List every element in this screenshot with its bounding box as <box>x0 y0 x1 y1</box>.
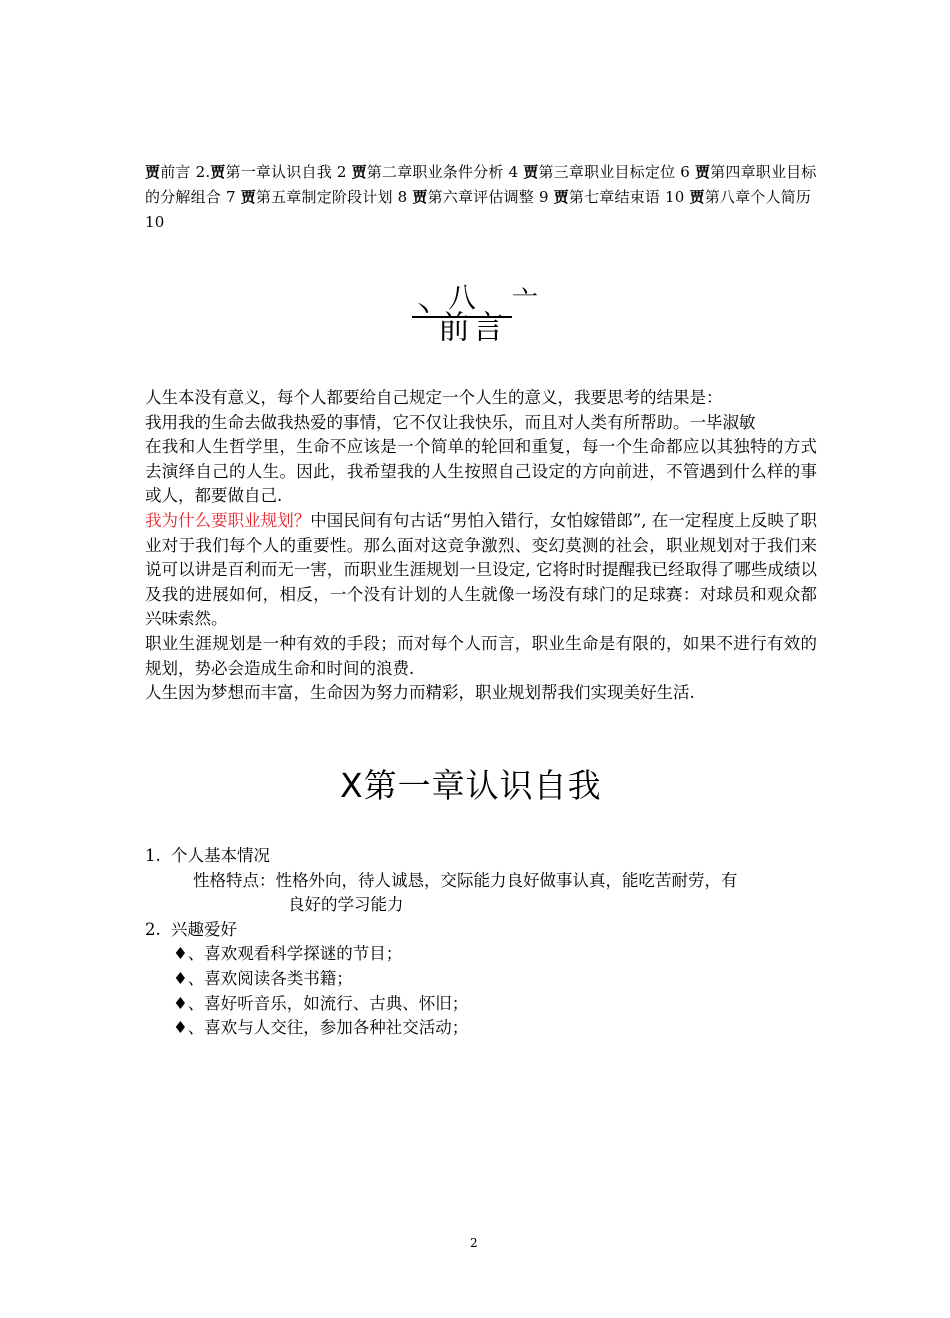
table-of-contents <box>145 160 817 235</box>
toc-marker: 贾 <box>689 188 705 206</box>
preface-paragraph: 人生因为梦想而丰富，生命因为努力而精彩，职业规划帮我们实现美好生活. <box>145 683 695 703</box>
chapter-title: X第一章认识自我 <box>340 766 602 805</box>
toc-marker: 贾 <box>351 163 367 181</box>
list-item <box>145 844 817 869</box>
list-item <box>145 918 817 943</box>
toc-entry: 第一章认识自我 2 <box>225 163 352 181</box>
toc-marker: 贾 <box>553 188 569 206</box>
hobby-item: ♦、喜欢与人交往，参加各种社交活动； <box>173 1018 469 1038</box>
toc-marker: 贾 <box>210 163 226 181</box>
toc-entry: 第八章个人简历 10 <box>145 188 812 231</box>
toc-marker: 贾 <box>694 163 711 181</box>
preface-quote: 我用我的生命去做我热爱的事情，它不仅让我快乐，而且对人类有所帮助。一毕淑敏 <box>145 412 756 432</box>
preface-paragraph: 职业生涯规划是一种有效的手段；而对每个人而言，职业生命是有限的，如果不进行有效的规划，势必会造成生命和时间的浪费. <box>145 633 817 678</box>
highlight-question: 我为什么要职业规划？ <box>145 510 311 530</box>
hobby-item: ♦、喜欢阅读各类书籍； <box>173 968 353 988</box>
heading-artifact-left: 丶 <box>410 296 437 326</box>
toc-entry: 第三章职业目标定位 6 <box>538 163 695 181</box>
preface-paragraph-text: 中国民间有句古话“男怕入错行，女怕嫁错郎”, 在一定程度上反映了职业对于我们每个人的重要性。那么面对这竞争激烈、变幻莫测的社会，职业规划对于我们来说可以讲是百利而无一害，而职业生涯规划一旦设定, 它将时时提醒我已经取得了哪些成绩以及我的进展如何，相反，一个没有计划的人生就像一场没有球门的足球赛：对球员和观众都兴味索然。 <box>145 510 817 629</box>
list-item-label: 兴趣爱好 <box>171 919 237 939</box>
preface-heading <box>400 280 560 350</box>
preface-title: 前言 <box>438 308 507 346</box>
preface-paragraph: 在我和人生哲学里，生命不应该是一个简单的轮回和重复，每一个生命都应以其独特的方式去演绎自己的人生。因此，我希望我的人生按照自己设定的方向前进，不管遇到什么样的事或人，都要做自己. <box>145 437 817 506</box>
toc-entry: 第二章职业条件分析 4 <box>366 163 524 181</box>
page-number: 2 <box>470 1236 478 1250</box>
traits-line: 良好的学习能力 <box>288 895 404 915</box>
chapter-outline <box>145 844 817 1041</box>
hobby-item: ♦、喜欢观看科学探谜的节目； <box>173 944 403 964</box>
list-number: 1. <box>145 846 161 865</box>
toc-entry: 第六章评估调整 9 <box>427 188 554 206</box>
preface-paragraph: 人生本没有意义，每个人都要给自己规定一个人生的意义，我要思考的结果是： <box>145 388 723 407</box>
toc-marker: 贾 <box>145 163 161 181</box>
list-item-label: 个人基本情况 <box>171 846 270 865</box>
list-number: 2. <box>145 919 161 939</box>
toc-entry: 第四章职业目标的分解组合 7 <box>145 163 817 206</box>
toc-marker: 贾 <box>240 188 256 206</box>
toc-marker: 贾 <box>412 188 428 206</box>
toc-entry: 第七章结束语 10 <box>568 188 690 206</box>
heading-artifact-right: 亠 <box>512 286 539 316</box>
toc-marker: 贾 <box>523 163 539 181</box>
toc-entry: 前言 2. <box>160 163 211 181</box>
heading-artifact-upper: 八 <box>448 281 477 314</box>
toc-entry: 第五章制定阶段计划 8 <box>255 188 413 206</box>
traits-line: 性格特点：性格外向，待人诚恳，交际能力良好做事认真，能吃苦耐劳，有 <box>193 870 738 890</box>
preface-paragraph <box>145 509 817 632</box>
hobby-item: ♦、喜好听音乐，如流行、古典、怀旧； <box>173 993 469 1013</box>
preface-body <box>145 386 817 706</box>
